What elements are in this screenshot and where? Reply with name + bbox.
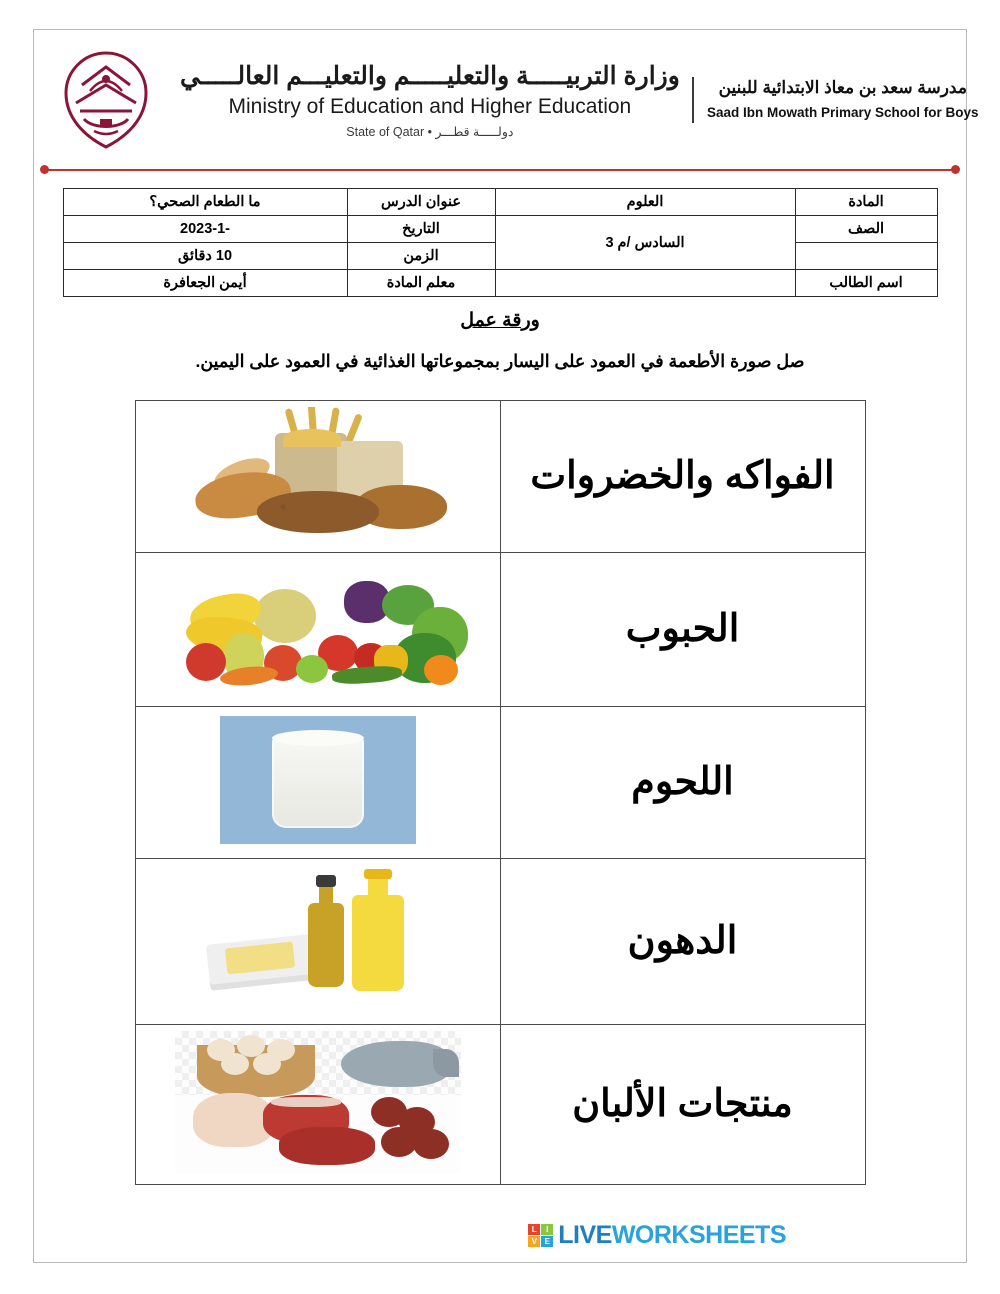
ministry-name-english: Ministry of Education and Higher Education xyxy=(228,95,632,119)
header-divider xyxy=(40,164,960,176)
food-group-label-fats[interactable]: الدهون xyxy=(500,859,865,1025)
page-title: ورقة عمل xyxy=(460,310,540,331)
food-group-label-grains[interactable]: الحبوب xyxy=(500,553,865,707)
logo-letter-i: I xyxy=(541,1224,553,1235)
meat-eggs-fish-image xyxy=(175,1031,461,1173)
info-value-lesson-title: ما الطعام الصحي؟ xyxy=(63,189,347,216)
table-row xyxy=(135,553,865,707)
info-value-duration: 10 دقائق xyxy=(63,243,347,270)
matching-table xyxy=(135,400,866,1185)
info-label-teacher: معلم المادة xyxy=(347,270,495,297)
letterhead xyxy=(34,30,979,162)
divider-dot-left xyxy=(40,165,49,174)
food-group-label-fruits-vegetables[interactable]: الفواكه والخضروات xyxy=(500,401,865,553)
logo-letter-l: L xyxy=(528,1224,540,1235)
info-value-date: -2023-1 xyxy=(63,216,347,243)
logo-letter-v: V xyxy=(528,1236,540,1247)
info-label-date: التاريخ xyxy=(347,216,495,243)
school-name-arabic: مدرسة سعد بن معاذ الابتدائية للبنين xyxy=(718,78,967,98)
info-label-grade: الصف xyxy=(795,216,937,243)
butter-oils-image-cell[interactable] xyxy=(135,859,500,1025)
table-row xyxy=(63,216,937,243)
school-title-block xyxy=(692,77,992,122)
butter-oils-image xyxy=(202,869,434,1009)
school-name-english: Saad Ibn Mowath Primary School for Boys xyxy=(707,105,979,121)
table-row xyxy=(63,189,937,216)
info-value-teacher: أيمن الجعافرة xyxy=(63,270,347,297)
table-row xyxy=(63,270,937,297)
info-label-lesson-title: عنوان الدرس xyxy=(347,189,495,216)
ministry-name-arabic: وزارة التربيـــــة والتعليـــــم والتعليـــم العالـــــي xyxy=(180,62,680,91)
info-value-subject: العلوم xyxy=(495,189,795,216)
table-row xyxy=(135,1025,865,1185)
info-label-empty xyxy=(795,243,937,270)
info-label-student-name: اسم الطالب xyxy=(795,270,937,297)
state-of-qatar-line: دولـــــة قطـــر • State of Qatar xyxy=(346,124,514,139)
food-group-label-meat[interactable]: اللحوم xyxy=(500,707,865,859)
info-value-student-name[interactable] xyxy=(495,270,795,297)
food-group-label-dairy[interactable]: منتجات الألبان xyxy=(500,1025,865,1185)
meat-eggs-fish-image-cell[interactable] xyxy=(135,1025,500,1185)
logo-letter-e: E xyxy=(541,1236,553,1247)
ministry-title-block xyxy=(168,60,692,140)
grains-bread-image xyxy=(179,407,457,541)
qatar-state-emblem-icon xyxy=(44,44,168,156)
liveworksheets-logo[interactable] xyxy=(528,1221,786,1250)
info-label-duration: الزمن xyxy=(347,243,495,270)
liveworksheets-wordmark xyxy=(558,1221,786,1250)
table-row xyxy=(135,707,865,859)
fruits-vegetables-image-cell[interactable] xyxy=(135,553,500,707)
milk-glass-image xyxy=(220,716,416,844)
info-label-subject: المادة xyxy=(795,189,937,216)
table-row xyxy=(135,859,865,1025)
liveworksheets-mark-icon xyxy=(528,1224,553,1247)
milk-glass-image-cell[interactable] xyxy=(135,707,500,859)
table-row xyxy=(135,401,865,553)
worksheet-page xyxy=(33,29,979,1263)
instruction-text: صل صورة الأطعمة في العمود على اليسار بمجموعاتها الغذائية في العمود على اليمين. xyxy=(195,351,805,371)
fruits-vegetables-image xyxy=(168,559,468,695)
lesson-info-table xyxy=(63,188,938,297)
wordmark-live: LIVE xyxy=(558,1221,612,1249)
grains-bread-image-cell[interactable] xyxy=(135,401,500,553)
divider-line xyxy=(46,169,954,171)
info-value-grade: السادس /م 3 xyxy=(495,216,795,270)
wordmark-worksheets: WORKSHEETS xyxy=(611,1221,786,1249)
